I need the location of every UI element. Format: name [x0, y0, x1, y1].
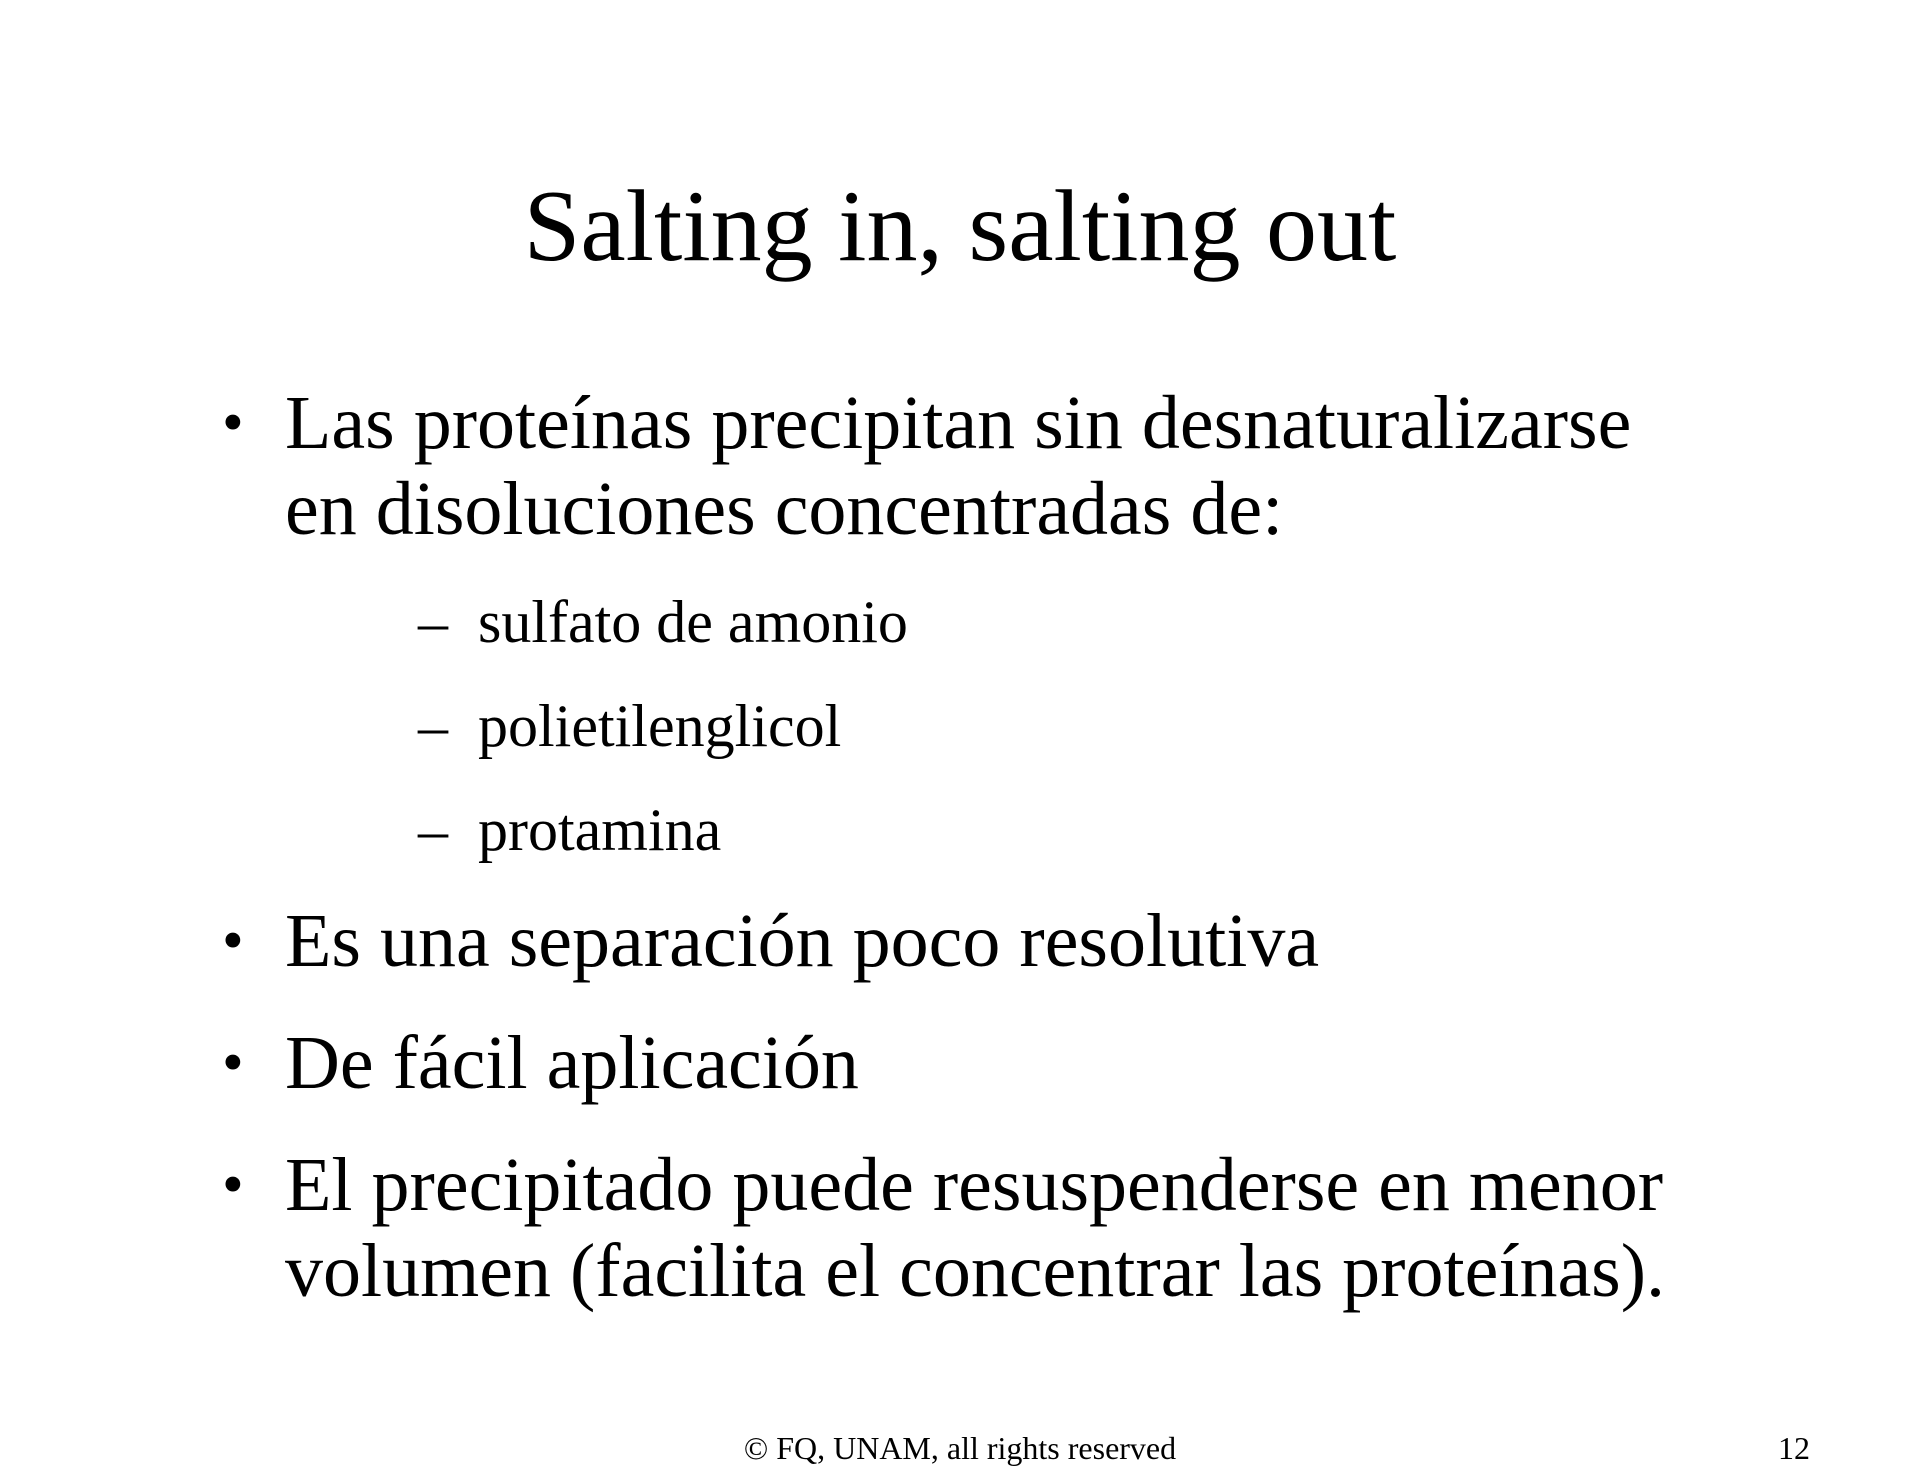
sub-text: protamina — [478, 797, 722, 863]
sub-marker: – — [418, 693, 448, 759]
bullet-line: Es una separación poco resolutiva — [285, 899, 1320, 983]
bullet-line: Las proteínas precipitan sin desnaturalizarse — [285, 381, 1632, 465]
sub-marker: – — [418, 589, 448, 655]
bullet-marker: • — [222, 389, 244, 457]
bullet-text — [285, 1142, 1745, 1314]
bullet-line: volumen (facilita el concentrar las proteínas). — [285, 1229, 1666, 1313]
bullet-text — [285, 898, 1745, 984]
footer-copyright: © FQ, UNAM, all rights reserved — [743, 1430, 1177, 1466]
bullet-marker: • — [222, 907, 244, 975]
slide-title: Salting in, salting out — [523, 170, 1397, 283]
bullet-line: en disoluciones concentradas de: — [285, 467, 1284, 551]
sub-text: sulfato de amonio — [478, 589, 908, 655]
page-number: 12 — [1778, 1430, 1810, 1466]
bullet-marker: • — [222, 1151, 244, 1219]
bullet-text — [285, 380, 1745, 552]
bullet-line: El precipitado puede resuspenderse en menor — [285, 1143, 1664, 1227]
bullet-marker: • — [222, 1029, 244, 1097]
bullet-text — [285, 1020, 1745, 1106]
bullet-line: De fácil aplicación — [285, 1021, 859, 1105]
sub-text: polietilenglicol — [478, 693, 842, 759]
sub-marker: – — [418, 797, 448, 863]
